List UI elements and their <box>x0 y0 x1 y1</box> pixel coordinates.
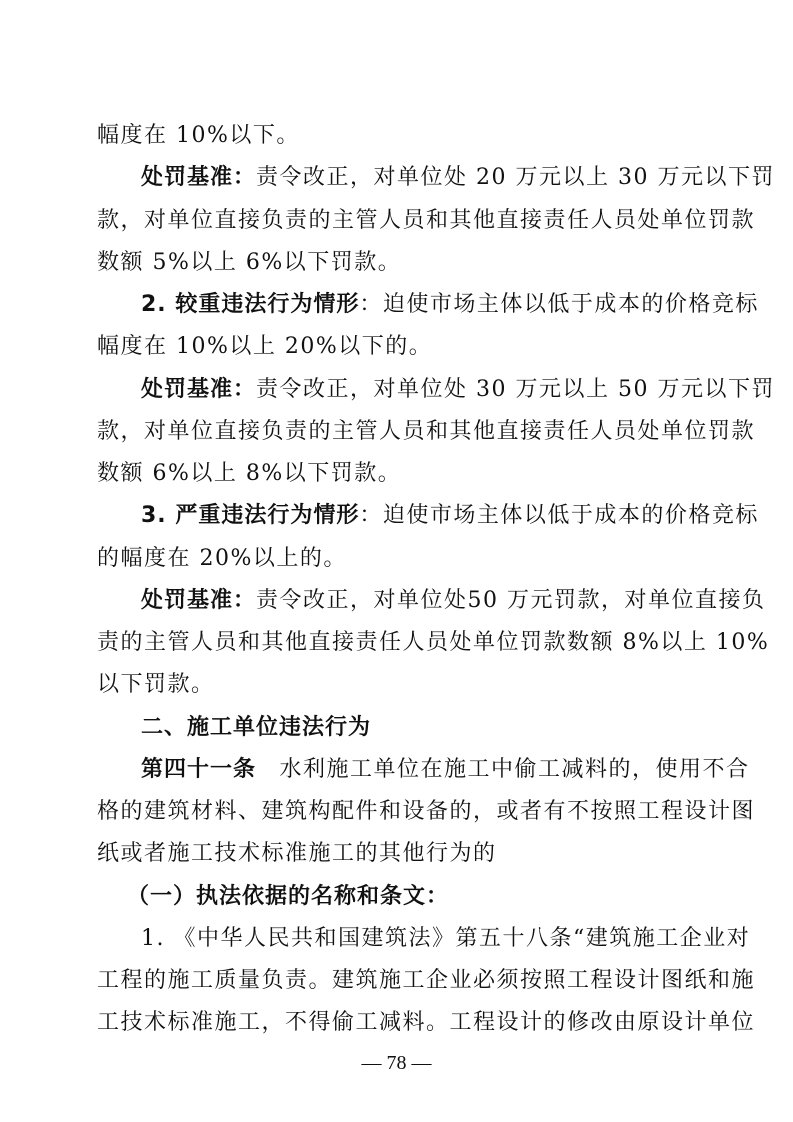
text-line-12: 处罚基准：责令改正，对单位处50 万元罚款，对单位直接负 <box>141 588 766 613</box>
subsection-heading: （一）执法依据的名称和条文： <box>127 884 450 909</box>
section-heading: 二、施工单位违法行为 <box>141 715 372 740</box>
text-line-13: 责的主管人员和其他直接责任人员处单位罚款数额 8%以上 10% <box>97 630 770 655</box>
text-line-7: 处罚基准：责令改正，对单位处 30 万元以上 50 万元以下罚 <box>141 377 775 402</box>
text-line-22: 工技术标准施工，不得偷工减料。工程设计的修改由原设计单位 <box>97 1010 756 1035</box>
text-line-20: 1. 《中华人民共和国建筑法》第五十八条“建筑施工企业对 <box>141 926 751 951</box>
article-41-line-2: 格的建筑材料、建筑构配件和设备的，或者有不按照工程设计图 <box>97 799 756 824</box>
article-41-line-3: 纸或者施工技术标准施工的其他行为的 <box>97 841 497 866</box>
text-line-14: 以下罚款。 <box>97 672 215 697</box>
text-line-4: 数额 5%以上 6%以下罚款。 <box>97 250 402 275</box>
text-line-2: 处罚基准：责令改正，对单位处 20 万元以上 30 万元以下罚 <box>141 165 775 190</box>
page-number: — 78 — <box>361 1052 432 1074</box>
text-line-5: 2. 较重违法行为情形：迫使市场主体以低于成本的价格竞标 <box>141 292 759 317</box>
text-line-10: 3. 严重违法行为情形：迫使市场主体以低于成本的价格竞标 <box>141 503 759 528</box>
text-line-3: 款，对单位直接负责的主管人员和其他直接责任人员处单位罚款 <box>97 208 756 233</box>
text-line-6: 幅度在 10%以上 20%以下的。 <box>97 334 433 359</box>
article-41-line-1: 第四十一条 水利施工单位在施工中偷工减料的，使用不合 <box>141 757 750 782</box>
text-line-11: 的幅度在 20%以上的。 <box>97 546 347 571</box>
text-line-8: 款，对单位直接负责的主管人员和其他直接责任人员处单位罚款 <box>97 419 756 444</box>
text-line-9: 数额 6%以上 8%以下罚款。 <box>97 461 402 486</box>
text-line-21: 工程的施工质量负责。建筑施工企业必须按照工程设计图纸和施 <box>97 968 756 993</box>
text-line-1: 幅度在 10%以下。 <box>97 123 300 148</box>
